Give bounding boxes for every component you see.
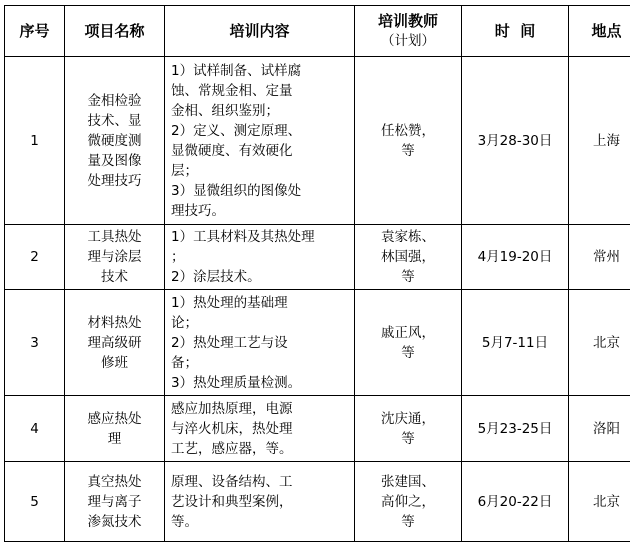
header-content: 培训内容 (165, 6, 355, 57)
table-row (5, 290, 630, 396)
row-time: 6月20-22日 (462, 462, 569, 542)
teacher-line: 沈庆通， (381, 410, 435, 427)
training-schedule-table (4, 5, 630, 542)
header-index: 序号 (5, 6, 65, 57)
project-name-line: 渗氮技术 (87, 513, 142, 530)
row-content (165, 396, 355, 462)
content-line: 备； (171, 354, 198, 371)
content-line: 3）热处理质量检测。 (171, 374, 302, 391)
teacher-line: 等 (401, 513, 415, 530)
content-line: 蚀、常规金相、定量 (171, 82, 293, 99)
row-place: 常州 (569, 225, 630, 290)
teacher-line: 任松赞， (381, 122, 435, 139)
row-project-name (65, 290, 165, 396)
content-line: 2）定义、测定原理、 (171, 122, 302, 139)
row-index: 3 (5, 290, 65, 396)
teacher-line: 等 (401, 142, 415, 159)
project-name-line: 理与涂层 (87, 249, 142, 265)
content-line: 与淬火机床，热处理 (171, 420, 293, 437)
row-teacher (355, 462, 462, 542)
table-row (5, 57, 630, 225)
project-name-line: 工具热处 (87, 229, 142, 245)
project-name-line: 处理技巧 (87, 172, 142, 189)
content-line: 论； (171, 314, 198, 331)
content-line: ； (171, 249, 185, 265)
content-line: 金相、组织鉴别； (171, 102, 279, 119)
teacher-line: 张建国、 (381, 473, 435, 490)
row-time: 3月28-30日 (462, 57, 569, 225)
row-teacher (355, 57, 462, 225)
content-line: 2）涂层技术。 (171, 269, 261, 285)
project-name-line: 修班 (101, 354, 128, 371)
row-index: 5 (5, 462, 65, 542)
row-time: 5月23-25日 (462, 396, 569, 462)
teacher-line: 戚正风， (381, 324, 435, 341)
content-line: 感应加热原理，电源 (171, 400, 293, 417)
content-line: 1）试样制备、试样腐 (171, 62, 302, 79)
teacher-line: 等 (401, 344, 415, 361)
header-teacher (355, 6, 462, 57)
row-content (165, 290, 355, 396)
table-row (5, 225, 630, 290)
content-line: 原理、设备结构、工 (171, 473, 293, 490)
row-teacher (355, 396, 462, 462)
row-place: 北京 (569, 462, 630, 542)
content-line: 理技巧。 (171, 202, 225, 219)
project-name-line: 技术 (101, 269, 128, 285)
content-line: 1）热处理的基础理 (171, 294, 288, 311)
row-content (165, 225, 355, 290)
content-line: 3）显微组织的图像处 (171, 182, 302, 199)
header-place: 地点 (569, 6, 630, 57)
content-line: 1）工具材料及其热处理 (171, 229, 315, 245)
table-row (5, 462, 630, 542)
content-line: 层； (171, 162, 198, 179)
row-teacher (355, 225, 462, 290)
row-index: 1 (5, 57, 65, 225)
row-project-name (65, 225, 165, 290)
row-time: 5月7-11日 (462, 290, 569, 396)
row-place: 北京 (569, 290, 630, 396)
header-time: 时 间 (462, 6, 569, 57)
header-name: 项目名称 (65, 6, 165, 57)
project-name-line: 材料热处 (87, 314, 142, 331)
table-row (5, 396, 630, 462)
project-name-line: 金相检验 (87, 92, 142, 109)
project-name-line: 技术、显 (87, 112, 142, 129)
project-name-line: 理与离子 (87, 493, 142, 510)
row-time: 4月19-20日 (462, 225, 569, 290)
header-teacher-label: 培训教师 (377, 12, 438, 30)
row-place: 洛阳 (569, 396, 630, 462)
row-project-name (65, 57, 165, 225)
row-project-name (65, 396, 165, 462)
header-teacher-sub: （计划） (381, 33, 435, 49)
content-line: 艺设计和典型案例， (171, 493, 293, 510)
content-line: 等。 (171, 513, 198, 530)
header-row (5, 6, 630, 57)
project-name-line: 理高级研 (87, 334, 142, 351)
teacher-line: 袁家栋、 (381, 229, 435, 245)
project-name-line: 感应热处 (87, 410, 142, 427)
content-line: 显微硬度、有效硬化 (171, 142, 293, 159)
teacher-line: 等 (401, 269, 415, 285)
teacher-line: 林国强， (381, 249, 435, 265)
row-content (165, 57, 355, 225)
row-index: 4 (5, 396, 65, 462)
project-name-line: 量及图像 (87, 152, 142, 169)
project-name-line: 真空热处 (87, 473, 142, 490)
content-line: 工艺，感应器，等。 (171, 440, 293, 457)
project-name-line: 微硬度测 (87, 132, 142, 149)
row-project-name (65, 462, 165, 542)
row-index: 2 (5, 225, 65, 290)
teacher-line: 高仰之， (381, 493, 435, 510)
row-teacher (355, 290, 462, 396)
project-name-line: 理 (107, 430, 122, 447)
teacher-line: 等 (401, 430, 415, 447)
row-place: 上海 (569, 57, 630, 225)
row-content (165, 462, 355, 542)
content-line: 2）热处理工艺与设 (171, 334, 288, 351)
